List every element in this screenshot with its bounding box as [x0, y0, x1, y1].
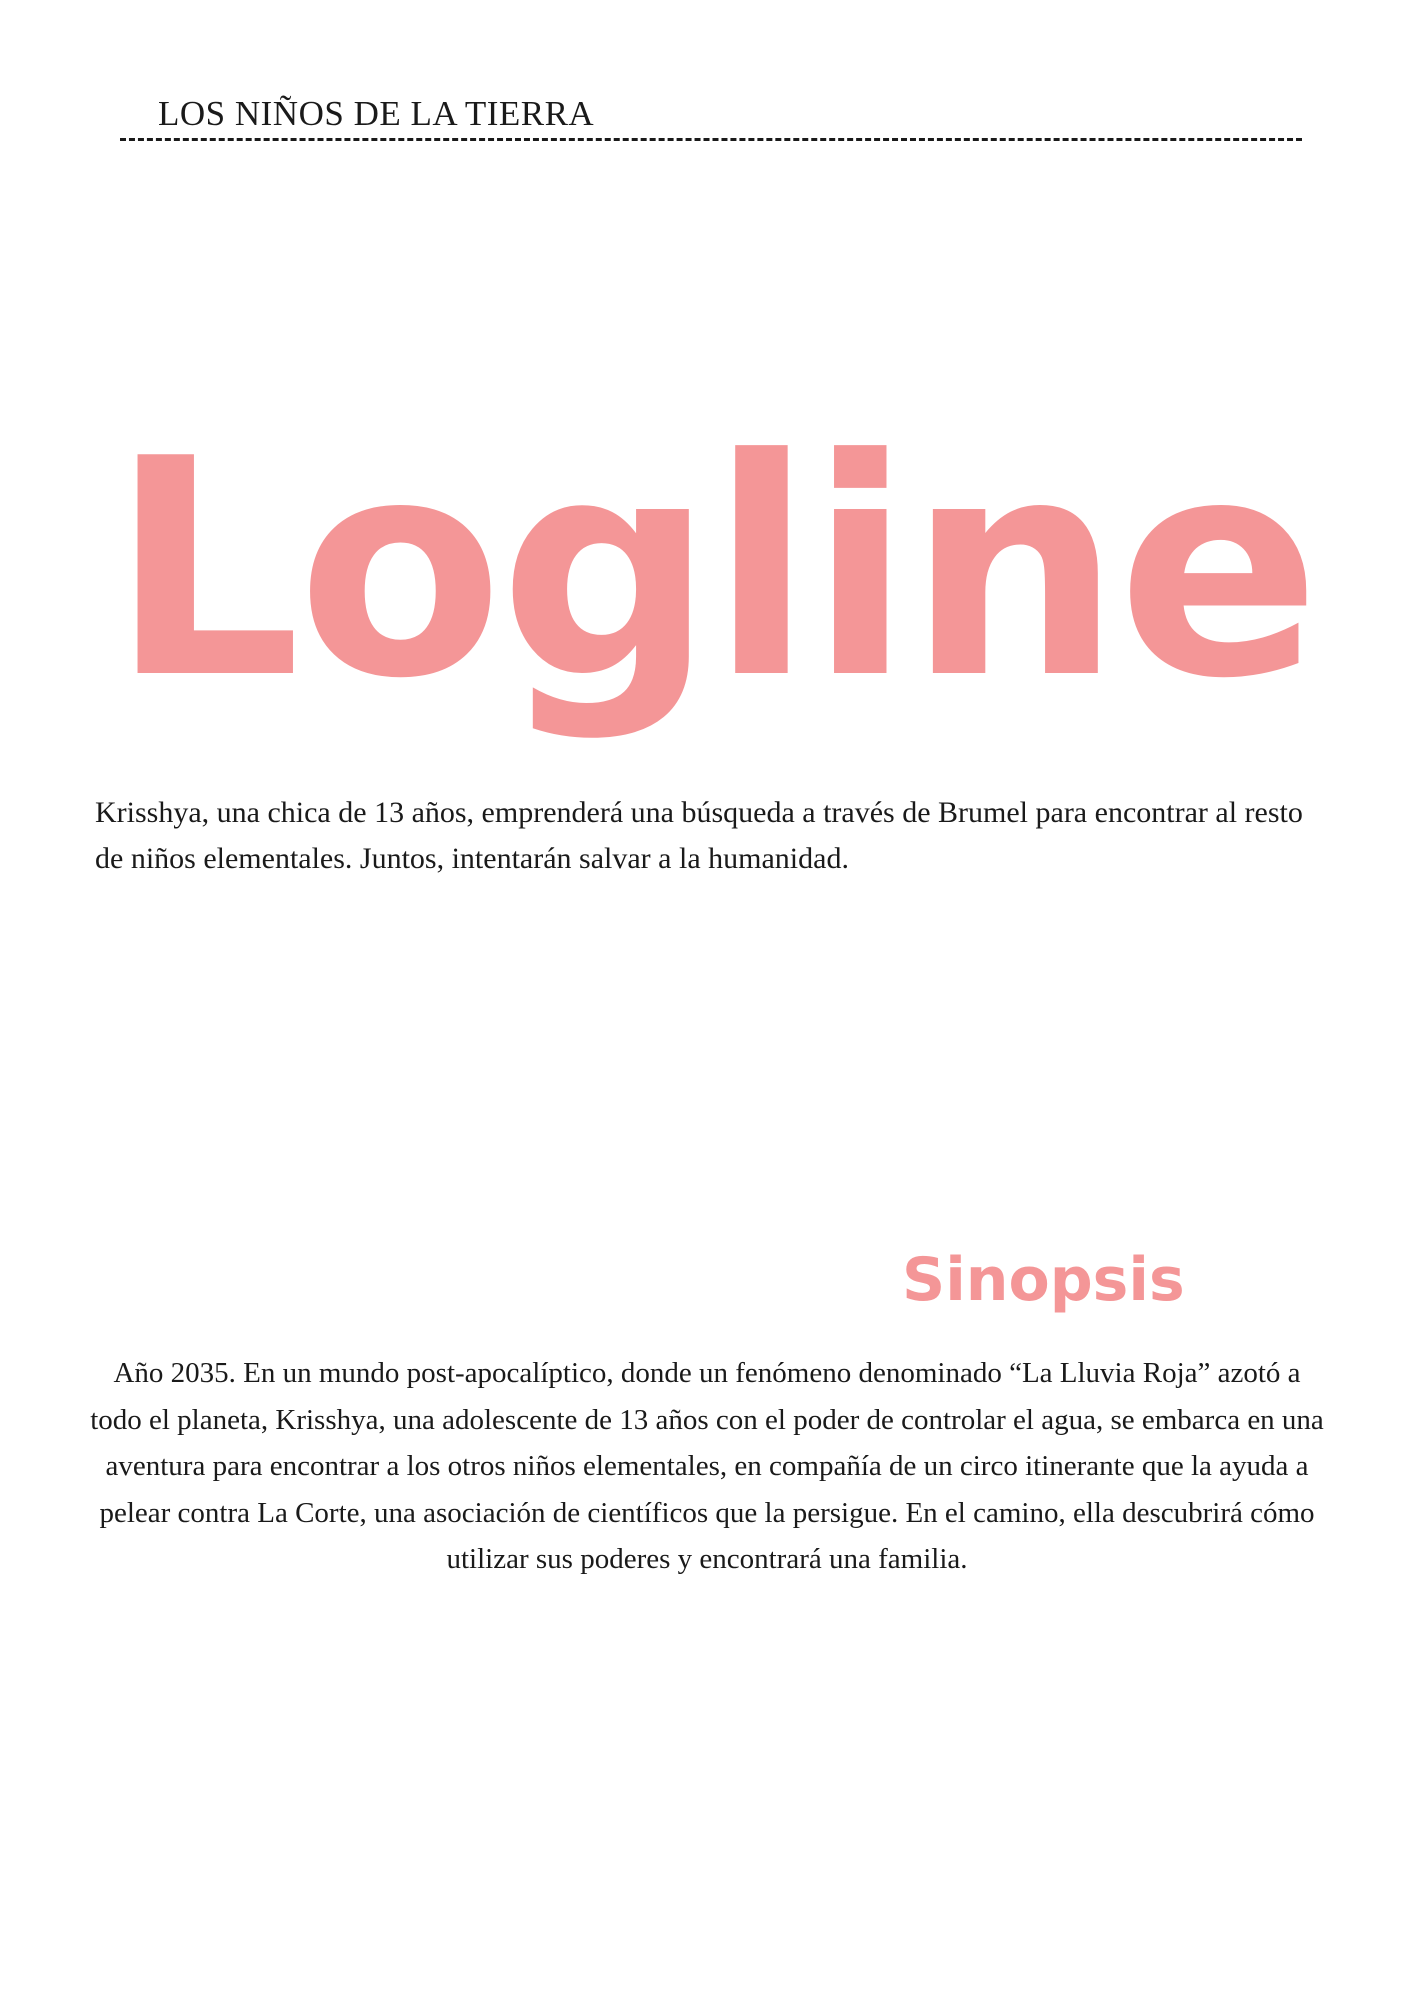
logline-paragraph: Krisshya, una chica de 13 años, emprenderá una búsqueda a través de Brumel para encontrar al resto de niños elementales. Juntos, intentarán salvar a la humanidad. — [95, 796, 1303, 875]
header-dashed-rule — [120, 138, 1302, 141]
sinopsis-heading: Sinopsis — [902, 1245, 1185, 1315]
page-header — [120, 88, 1302, 148]
logline-heading: Logline — [110, 395, 1317, 744]
sinopsis-section — [90, 1350, 1324, 1583]
header-title: LOS NIÑOS DE LA TIERRA — [158, 94, 595, 133]
sinopsis-paragraph: Año 2035. En un mundo post-apocalíptico, donde un fenómeno denominado “La Lluvia Roja” azotó a todo el planeta, Krisshya, una adolescente de 13 años con el poder de controlar el agua, se embarca en una aventura para encontrar a los otros niños elementales, en compañía de un circo itinerante que la ayuda a pelear contra La Corte, una asociación de científicos que la persigue. En el camino, ella descubrirá cómo utilizar sus poderes y encontrará una familia. — [90, 1357, 1324, 1575]
